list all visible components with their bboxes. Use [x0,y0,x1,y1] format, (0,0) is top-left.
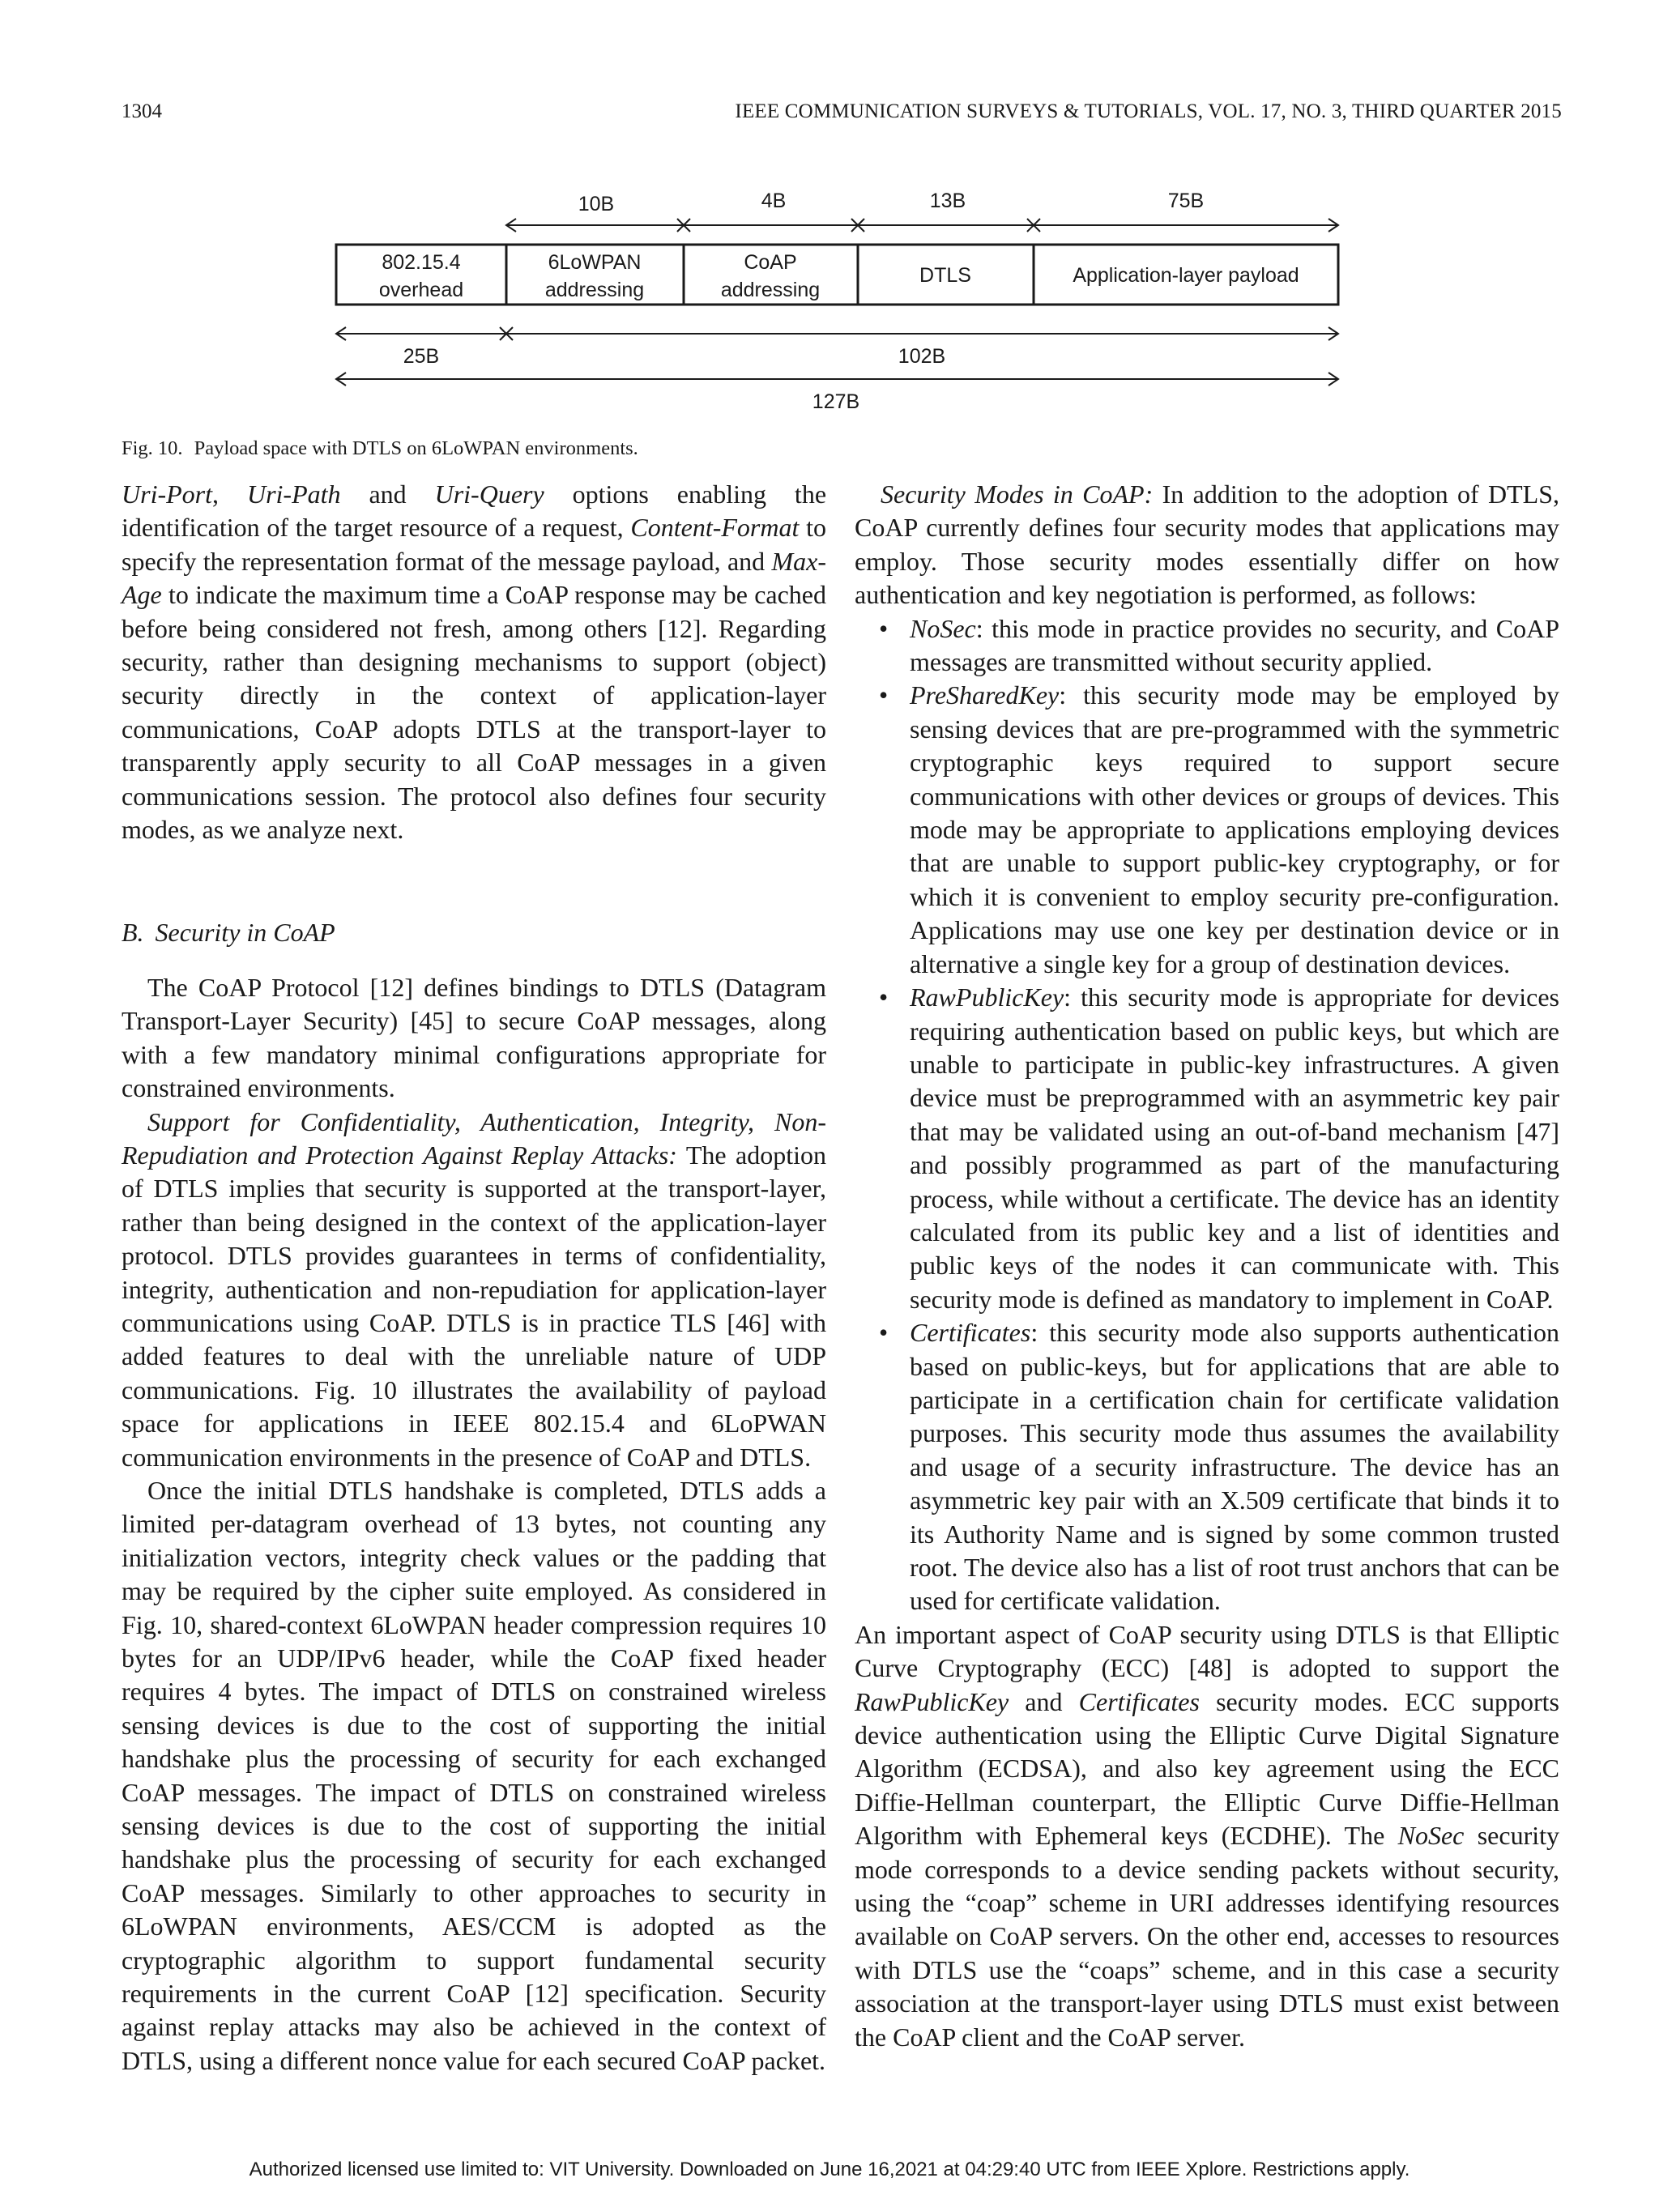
box-label-80215-line2: overhead [378,279,464,301]
figure-caption [122,437,638,460]
left-column [122,478,826,2078]
left-paragraph-3: Support for Confidentiality, Authentication, Integrity, Non-Repudiation and Protection Against Replay Attacks: The adoption of DTLS implies that security is supported at the transport-layer, rather than being designed in the context of the application-layer protocol. DTLS provides guarantees in terms of confidentiality, integrity, authentication and non-repudiation for application-layer communications using CoAP. DTLS is in practice TLS [46] with added features to deal with the unreliable nature of UDP communications. Fig. 10 illustrates the availability of payload space for applications in IEEE 802.15.4 and 6LoPWAN communication environments in the presence of CoAP and DTLS. [122,1106,827,1472]
box-label-dtls: DTLS [919,264,971,287]
figure-payload-diagram [324,180,1361,423]
size-label-coap: 4B [761,190,787,212]
right-paragraph-1: Security Modes in CoAP: In addition to the adoption of DTLS, CoAP currently defines four security modes that applications may employ. Those security modes essentially differ on how authentication and key negotiation is performed, as follows: [855,479,1560,610]
list-item-rawpublickey: • RawPublicKey: this security mode is appropriate for devices requiring authentication based on public keys, but which are unable to participate in public-key infrastructures. A given device must be preprogrammed with an asymmetric key pair that may be validated using an out-of-band mechanism [47] and possibly programmed as part of the manufacturing process, while without a certificate. The device has an identity calculated from its public key and a list of identities and public keys of the nodes it can communicate with. This security mode is defined as mandatory to implement in CoAP. [879,982,1559,1314]
security-modes-list [855,612,1559,1618]
right-paragraph-2: An important aspect of CoAP security using DTLS is that Elliptic Curve Cryptography (ECC) [48] is adopted to support the RawPublicKey and Certificates security modes. ECC supports device authentication using the Elliptic Curve Digital Signature Algorithm (ECDSA), and also key agreement using the ECC Diffie-Hellman counterpart, the Elliptic Curve Diffie-Hellman Algorithm with Ephemeral keys (ECDHE). The NoSec security mode corresponds to a device sending packets without security, using the “coap” scheme in URI addresses identifying resources available on CoAP servers. On the other end, accesses to resources with DTLS use the “coaps” scheme, and in this case a security association at the transport-layer using DTLS must exist between the CoAP client and the CoAP server. [855,1619,1560,2052]
size-label-127b: 127B [812,390,860,413]
left-paragraph-4: Once the initial DTLS handshake is completed, DTLS adds a limited per-datagram overhead of 13 bytes, not counting any initialization vectors, integrity check values or the padding that may be required by the cipher suite employed. As considered in Fig. 10, shared-context 6LoWPAN header compression requires 10 bytes for an UDP/IPv6 header, while the CoAP fixed header requires 4 bytes. The impact of DTLS on constrained wireless sensing devices is due to the cost of supporting the initial handshake plus the processing of security for each exchanged CoAP messages. The impact of DTLS on constrained wireless sensing devices is due to the cost of supporting the initial handshake plus the processing of security for each exchanged CoAP messages. Similarly to other approaches to security in 6LoWPAN environments, AES/CCM is adopted as the cryptographic algorithm to support fundamental security requirements in the current CoAP [12] specification. Security against replay attacks may also be achieved in the context of DTLS, using a different nonce value for each secured CoAP packet. [122,1475,826,2075]
box-label-6lowpan-line1: 6LoWPAN [548,251,642,274]
license-footer: Authorized licensed use limited to: VIT University. Downloaded on June 16,2021 at 04:29:40 UTC from IEEE Xplore. Restrictions apply. [249,2159,1410,2180]
right-column [855,478,1559,2054]
figure-caption-text: Payload space with DTLS on 6LoWPAN environments. [194,437,638,459]
box-label-coap-line1: CoAP [744,251,797,274]
size-label-dtls: 13B [929,190,966,212]
list-item-presharedkey: • PreSharedKey: this security mode may be employed by sensing devices that are pre-programmed with the symmetric cryptographic keys required to support secure communications with other devices or groups of devices. This mode may be appropriate to applications employing devices that are unable to support public-key cryptography, or for which it is convenient to employ security pre-configuration. Applications may use one key per destination device or in alternative a single key for a group of destination devices. [879,680,1559,978]
size-label-102b: 102B [898,345,946,368]
list-item-nosec: • NoSec: this mode in practice provides no security, and CoAP messages are transmitted without security applied. [879,613,1559,677]
box-label-payload: Application-layer payload [1073,264,1299,287]
section-heading: B. Security in CoAP [122,918,335,948]
box-label-6lowpan-line2: addressing [544,279,645,301]
list-item-certificates: • Certificates: this security mode also supports authentication based on public-keys, but for applications that are able to participate in a certification chain for certificate validation purposes. This security mode thus assumes the availability and usage of a security infrastructure. The device has an asymmetric key pair with an X.509 certificate that binds it to its Authority Name and is signed by some common trusted root. The device also has a list of root trust anchors that can be used for certificate validation. [879,1318,1559,1616]
size-label-payload: 75B [1167,190,1205,212]
figure-caption-label: Fig. 10. [122,437,183,459]
left-paragraph-1: Uri-Port, Uri-Path and Uri-Query options enabling the identification of the target resource of a request, Content-Format to specify the representation format of the message payload, and Max-Age to indicate the maximum time a CoAP response may be cached before being considered not fresh, among others [12]. Regarding security, rather than designing mechanisms to support (object) security directly in the context of application-layer communications, CoAP adopts DTLS at the transport-layer to transparently apply security to all CoAP messages in a given communications session. The protocol also defines four security modes, as we analyze next. [122,479,827,845]
size-label-25b: 25B [403,345,440,368]
payload-diagram-svg [324,180,1361,423]
page-number: 1304 [122,100,162,122]
left-paragraph-2: The CoAP Protocol [12] defines bindings to DTLS (Datagram Transport-Layer Security) [45] to secure CoAP messages, along with a few mandatory minimal configurations appropriate for constrained environments. [122,972,826,1103]
box-label-80215-line1: 802.15.4 [382,251,461,274]
box-label-coap-line2: addressing [720,279,821,301]
journal-header: IEEE COMMUNICATION SURVEYS & TUTORIALS, VOL. 17, NO. 3, THIRD QUARTER 2015 [735,100,1562,122]
size-label-6lowpan: 10B [578,193,615,215]
